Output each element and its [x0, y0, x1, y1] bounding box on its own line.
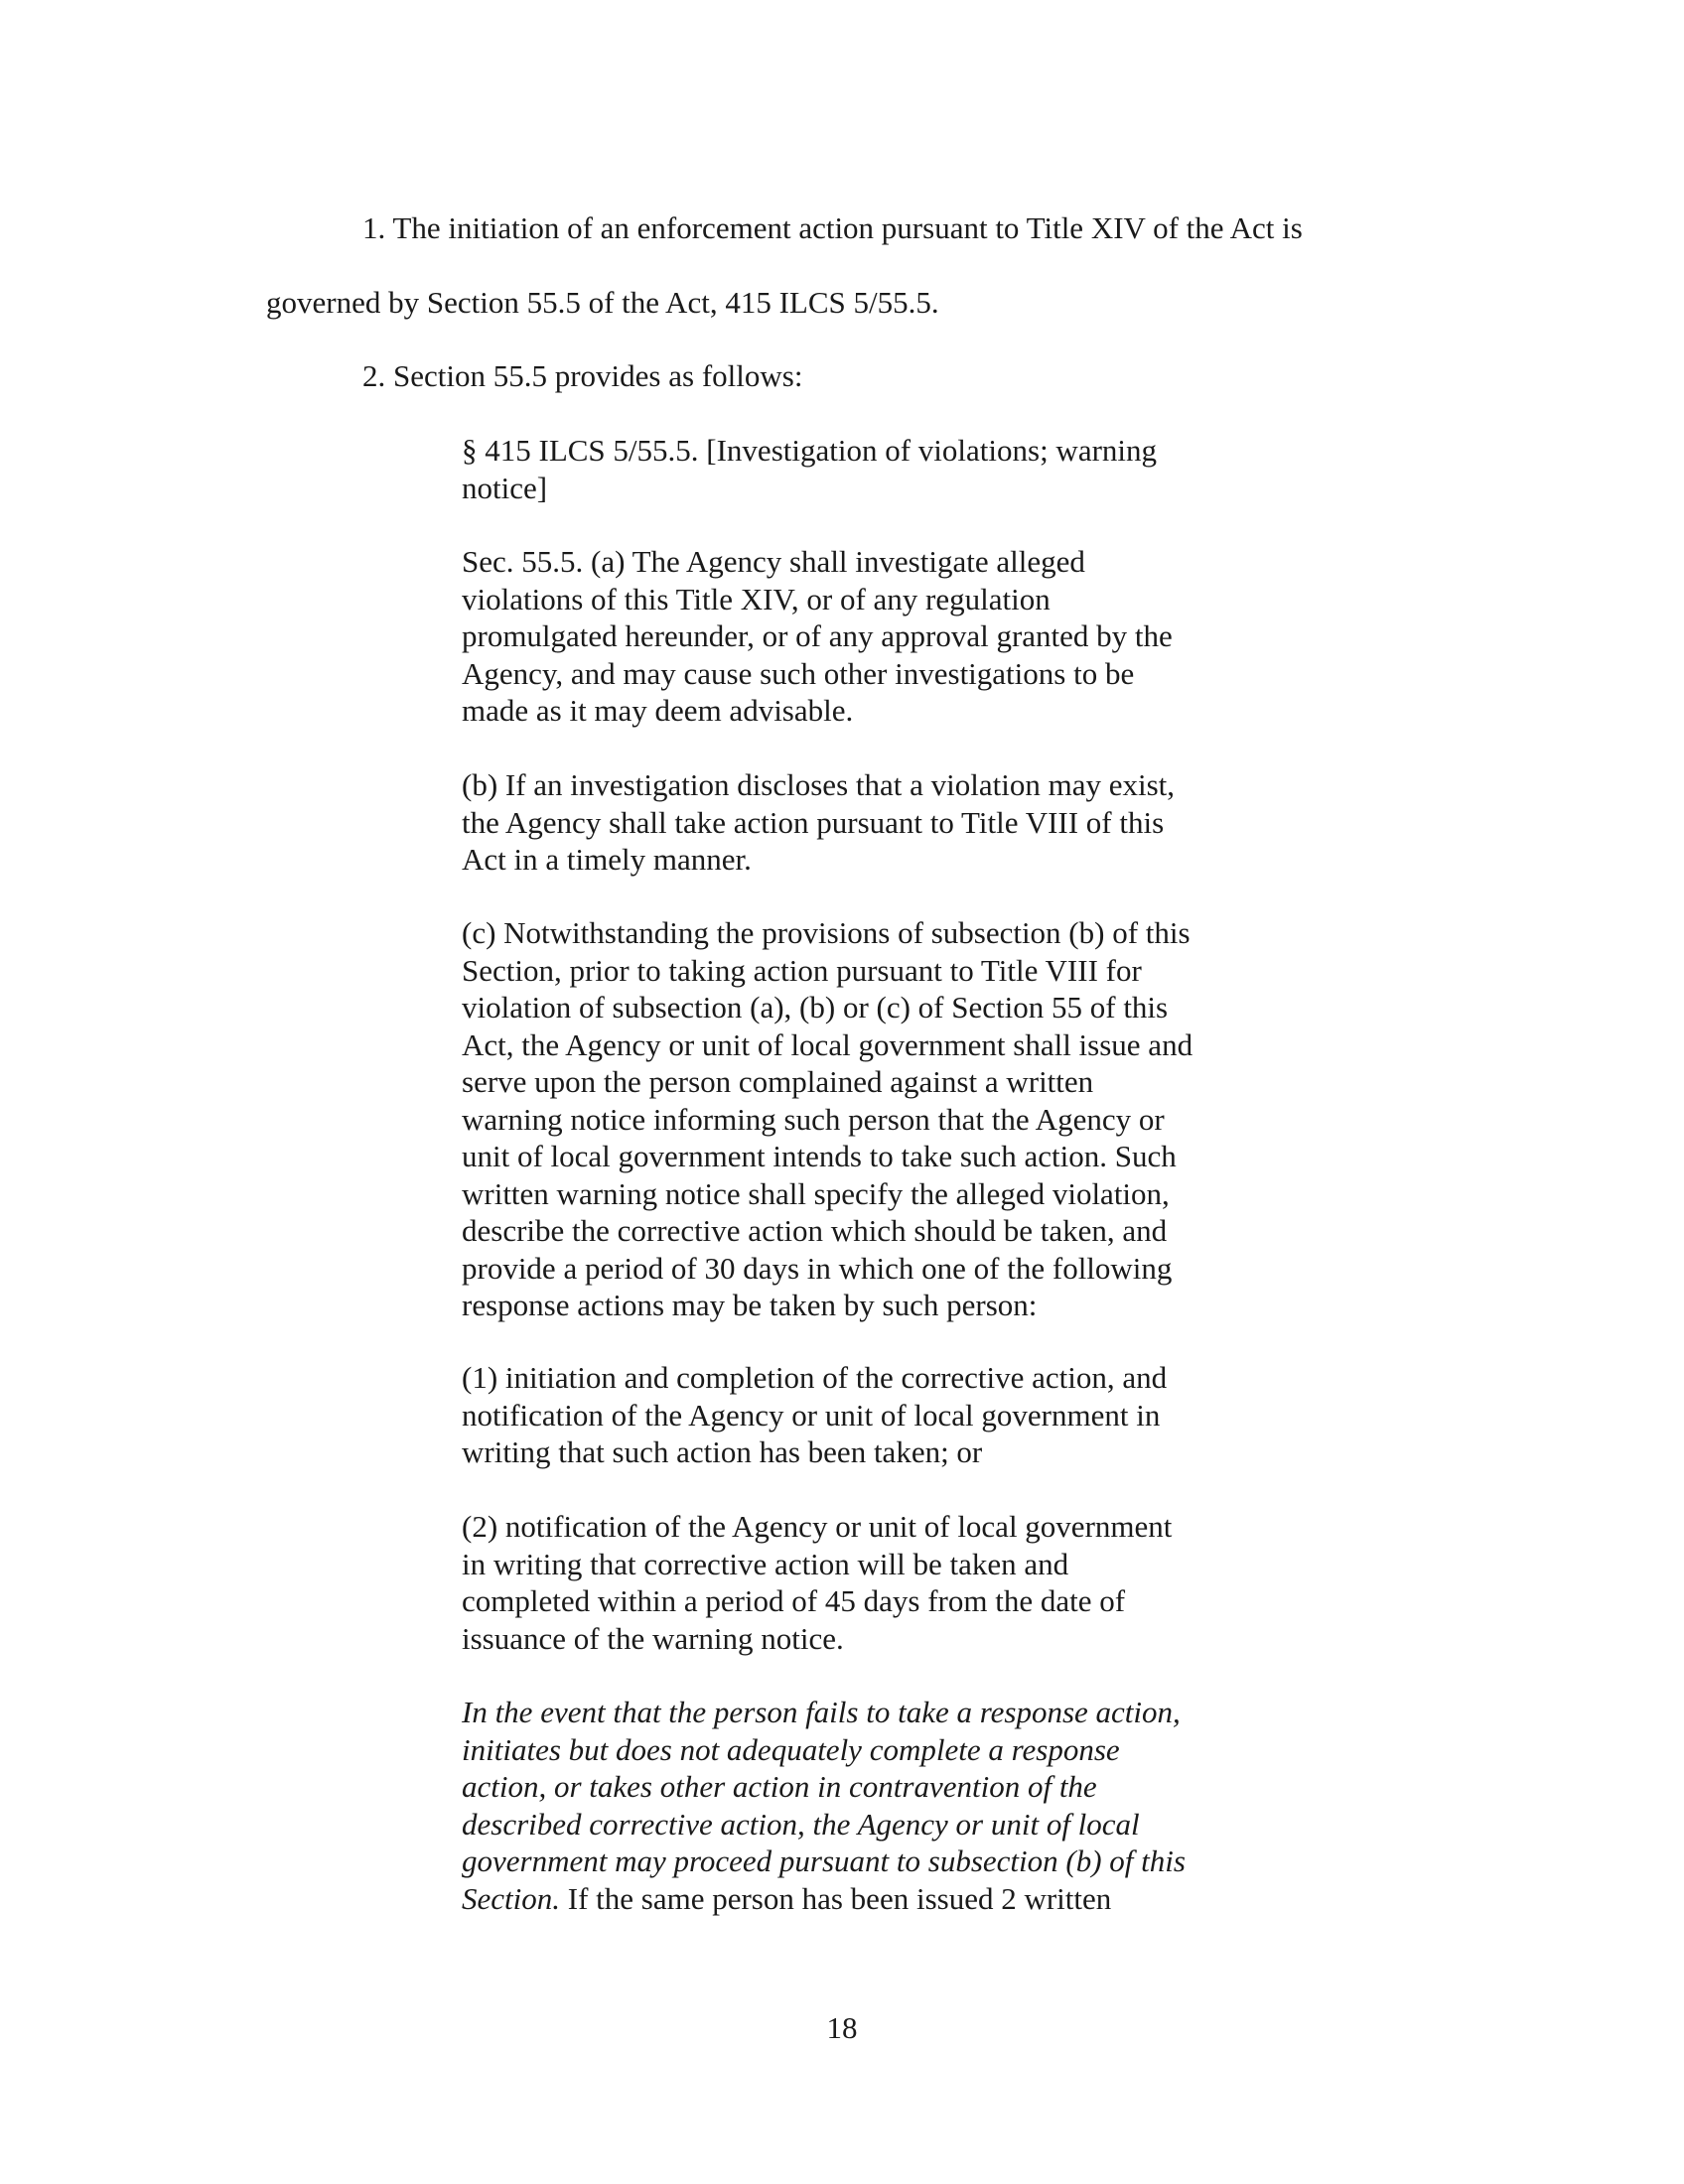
subsection-a-line: violations of this Title XIV, or of any regulation	[462, 581, 1051, 616]
subsection-a-line: Agency, and may cause such other investigations to be	[462, 655, 1135, 691]
statute-heading	[462, 432, 1256, 506]
subsection-c	[462, 914, 1256, 1324]
statute-heading-line: § 415 ILCS 5/55.5. [Investigation of violations; warning	[462, 433, 1158, 468]
closing-italic-line: described corrective action, the Agency or unit of local	[462, 1806, 1140, 1842]
subsection-c-line: unit of local government intends to take such action. Such	[462, 1139, 1177, 1173]
closing-italic-line: Section.	[462, 1880, 560, 1916]
subsection-a-line: promulgated hereunder, or of any approval granted by the	[462, 618, 1173, 653]
response-item-2-line: (2) notification of the Agency or unit of local government	[462, 1509, 1173, 1544]
response-item-2	[462, 1508, 1256, 1657]
subsection-b-line: the Agency shall take action pursuant to Title VIII of this	[462, 804, 1165, 840]
paragraph-1-line-1: 1. The initiation of an enforcement action pursuant to Title XIV of the Act is	[362, 210, 1303, 245]
subsection-c-line: serve upon the person complained against a written	[462, 1064, 1094, 1099]
response-item-2-line: completed within a period of 45 days from the date of	[462, 1583, 1126, 1618]
response-item-2-line: issuance of the warning notice.	[462, 1620, 844, 1656]
paragraph-2: 2. Section 55.5 provides as follows:	[362, 358, 803, 393]
response-item-1-line: writing that such action has been taken; or	[462, 1434, 983, 1469]
closing-paragraph	[462, 1694, 1256, 1917]
subsection-c-line: warning notice informing such person that the Agency or	[462, 1101, 1165, 1137]
paragraph-1-line-2: governed by Section 55.5 of the Act, 415 ILCS 5/55.5.	[266, 285, 939, 320]
subsection-b-line: Act in a timely manner.	[462, 842, 752, 877]
response-item-1-line: notification of the Agency or unit of local government in	[462, 1397, 1161, 1433]
subsection-a-line: made as it may deem advisable.	[462, 693, 854, 728]
page-number: 18	[826, 2010, 858, 2045]
subsection-c-line: written warning notice shall specify the alleged violation,	[462, 1175, 1170, 1211]
response-item-1-line: (1) initiation and completion of the corrective action, and	[462, 1360, 1168, 1395]
subsection-a	[462, 543, 1256, 730]
subsection-c-line: response actions may be taken by such person:	[462, 1288, 1038, 1322]
closing-italic-line: In the event that the person fails to take a response action,	[462, 1695, 1181, 1729]
subsection-a-line: Sec. 55.5. (a) The Agency shall investigate alleged	[462, 544, 1085, 579]
subsection-c-line: Section, prior to taking action pursuant to Title VIII for	[462, 952, 1142, 988]
closing-italic-line: action, or takes other action in contravention of the	[462, 1769, 1097, 1804]
statute-heading-line: notice]	[462, 470, 548, 505]
closing-regular-text: If the same person has been issued 2 written	[567, 1880, 1112, 1916]
closing-italic-line: initiates but does not adequately complete a response	[462, 1731, 1120, 1767]
subsection-c-line: describe the corrective action which should be taken, and	[462, 1213, 1168, 1248]
subsection-c-line: Act, the Agency or unit of local government shall issue and	[462, 1026, 1193, 1062]
subsection-c-line: violation of subsection (a), (b) or (c) of Section 55 of this	[462, 990, 1169, 1024]
subsection-c-line: (c) Notwithstanding the provisions of subsection (b) of this	[462, 915, 1191, 950]
closing-italic-line: government may proceed pursuant to subsection (b) of this	[462, 1843, 1186, 1878]
subsection-c-line: provide a period of 30 days in which one of the following	[462, 1250, 1173, 1286]
subsection-b-line: (b) If an investigation discloses that a violation may exist,	[462, 767, 1176, 802]
response-item-2-line: in writing that corrective action will be taken and	[462, 1546, 1069, 1581]
subsection-b	[462, 766, 1256, 879]
response-item-1	[462, 1359, 1256, 1471]
